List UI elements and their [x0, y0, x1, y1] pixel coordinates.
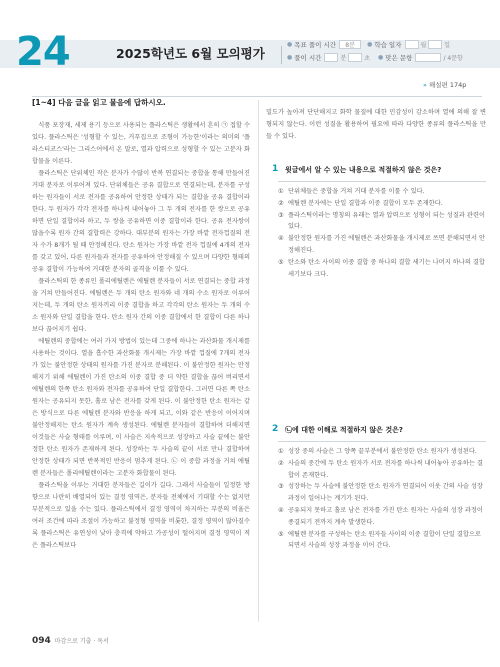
column-divider [258, 100, 259, 622]
target-time-box: 8분 [339, 40, 361, 49]
correct-count-box[interactable] [415, 53, 441, 62]
chevron-right-icon: » [423, 81, 427, 89]
question-prompt: 윗글에서 알 수 있는 내용으로 적절하지 않은 것은? [285, 166, 442, 174]
choice-item[interactable]: ③ 성장하는 두 사슬에 불안정한 탄소 원자가 연결되어 이웃 간의 사슬 성장 과정이 일어나는 계기가 된다. [278, 483, 483, 503]
question-prompt: ㉡에 대한 이해로 적절하지 않은 것은? [285, 426, 403, 434]
circle-bullet-icon: ● [367, 41, 373, 48]
question-1 [272, 165, 487, 280]
question-number: 2 [272, 424, 279, 434]
choice-list [278, 446, 487, 552]
choice-list [278, 186, 487, 280]
actual-time: ● 풀이 시간 분 초 [287, 54, 371, 62]
question-number: 1 [272, 164, 279, 174]
correct-count: ● 맞은 문항 / 4문항 [378, 54, 463, 62]
choice-item[interactable]: ③ 플라스틱이라는 명칭의 유래는 열과 압력으로 성형이 되는 성질과 관련이 있다. [278, 211, 486, 231]
target-time: ● 목표 풀이 시간 8분 [287, 40, 361, 49]
question-rule [278, 181, 486, 182]
passage-paragraph: 식품 포장재, 세제 용기 등으로 사용되는 플라스틱은 생활에서 흔히 ㉠ 접할 수 있다. 플라스틱은 '성형할 수 있는, 거푸집으로 조형이 가능한'이라는 의미의 '플라스티코스'라는 그리스어에서 온 말로, 열과 압력으로 성형할 수 있는 고분자 화합물을 이른다. [32, 122, 250, 165]
question-rule [278, 441, 486, 442]
circle-bullet-icon: ● [287, 54, 293, 61]
passage [32, 120, 250, 552]
passage-paragraph: 플라스틱은 단위체인 작은 분자가 수많이 반복 연결되는 중합을 통해 만들어진 거대 분자로 이루어져 있다. 단위체들은 공유 결합으로 연결되는데, 분자를 구성하는 원자들이 서로 전자를 공유하여 안정한 상태가 되는 결합을 공유 결합이라 한다. 두 원자가 각각 전자를 하나씩 내어놓아 그 두 개의 전자를 한 쌍으로 공유하면 단일 결합이라 하고, 두 쌍을 공유하면 이중 결합이라 한다. 공유 전자쌍이 많을수록 원자 간의 결합력은 강하다. 대부분의 원자는 가장 바깥 전자껍질의 전자 수가 8개가 될 때 안정해진다. 탄소 원자는 가장 바깥 전자 껍질에 4개의 전자를 갖고 있어, 다른 원자들과 전자를 공유하여 안정해질 수 있으며 다양한 형태의 공유 결합이 가능하여 거대한 분자의 골격을 이룰 수 있다. [32, 170, 250, 273]
choice-item[interactable]: ② 사슬의 중간에 두 탄소 원자가 서로 전자를 하나씩 내어놓아 공유하는 결합이 존재한다. [278, 459, 483, 479]
choice-item[interactable]: ⑤ 탄소와 탄소 사이의 이중 결합 중 하나의 결합 세기는 나머지 하나의 결합 세기보다 크다. [278, 258, 485, 278]
choice-item[interactable]: ④ 불안정한 원자를 가진 에틸렌은 과산화물을 개시제로 쓰면 분해되면서 안정해진다. [278, 235, 486, 254]
circle-bullet-icon: ● [378, 54, 384, 61]
passage-paragraph: 플라스틱을 이루는 거대한 분자들은 길이가 길다. 그래서 사슬들이 일정한 방향으로 나란히 배열되어 있는 결정 영역은, 분자들 전체에서 기대할 수는 없지만 부분적으로 있을 수는 있다. 플라스틱에서 결정 영역이 차지하는 부분의 비율은 여러 조건에 따라 조절이 가능하고 불정형 영역을 비롯한, 결정 영역이 많아질수록 플라스틱은 유연성이 낮아 충격에 약하고 가공성이 떨어지며 결정 영역이 적은 플라스틱보다 [32, 482, 250, 549]
minute-box[interactable] [324, 53, 338, 62]
day-box[interactable] [428, 40, 442, 49]
question-2 [272, 425, 487, 552]
title-separator [281, 46, 282, 64]
book-name: 마감으로 기출 · 독서 [54, 638, 109, 645]
passage-continued: 밀도가 높아져 단단해지고 화학 물질에 대한 민감성이 감소하며 열에 의해 잘 변형되지 않는다. 이런 성질을 활용하여 필요에 따라 다양한 종류의 플라스틱을 만들 수 있다. [266, 109, 486, 140]
passage-paragraph: 플라스틱의 한 종류인 폴리에틸렌은 에틸렌 분자들이 서로 연결되는 중합 과정을 거쳐 만들어진다. 에틸렌은 두 개의 탄소 원자와 네 개의 수소 원자로 이루어지는데, 두 개의 탄소 원자끼리 이중 결합을 하고 각각의 탄소 원자는 두 개의 수소 원자와 단일 결합을 한다. 탄소 원자 간의 이중 결합에서 한 결합이 다른 하나보다 끊어지기 쉽다. [32, 278, 250, 333]
instruction: [1~4] 다음 글을 읽고 물음에 답하시오. [32, 98, 166, 107]
choice-item[interactable]: ① 단위체들은 중합을 거쳐 거대 분자를 이룰 수 있다. [278, 188, 425, 195]
exam-title: 2025학년도 6월 모의평가 [116, 46, 265, 61]
choice-item[interactable]: ④ 공유되지 못하고 홀로 남은 전자를 가진 탄소 원자는 사슬의 성장 과정이 종결되기 전까지 계속 발생한다. [278, 506, 483, 526]
page-header [0, 0, 500, 100]
page-number: 094 [32, 636, 51, 646]
choice-item[interactable]: ① 성장 중의 사슬은 그 양쪽 끝부분에서 불안정한 탄소 원자가 생성된다. [278, 448, 477, 455]
passage-paragraph: 에틸렌의 중합에는 여러 가지 방법이 있는데 그중에 하나는 과산화물 개시제를 사용하는 것이다. 열을 흡수한 과산화물 개시제는 가장 바깥 껍질에 7개의 전자가 있는 불안정한 상태의 원자를 가진 분자로 분해된다. 이 불안정한 원자는 안정해지기 위해 에틸렌이 가진 탄소의 이중 결합 중 더 약한 결합을 끊어 버리면서 에틸렌의 한쪽 탄소 원자와 전자를 공유하여 단일 결합한다. 그러면 다른 쪽 탄소 원자는 공유되지 못한, 홀로 남은 전자를 갖게 된다. 이 불안정한 탄소 원자는 같은 방식으로 다른 에틸렌 분자와 반응을 하게 되고, 이와 같은 반응이 이어지며 불안정해지는 탄소 원자가 계속 생성된다. 에틸렌 분자들이 결합하여 더해지면 이것들은 사슬 형태를 이루며, 이 사슬은 지속적으로 성장하고 사슬 끝에는 불안정한 탄소 원자가 존재하게 된다. 성장하는 두 사슬의 끝이 서로 만나 결합하여 안정한 상태가 되면 반복적인 반응이 멈추게 된다. ㉡ 이 중합 과정을 거쳐 에틸렌 분자들은 폴리에틸렌이라는 고분자 화합물이 된다. [32, 338, 250, 477]
month-box[interactable] [405, 40, 419, 49]
study-meta [287, 38, 497, 64]
second-box[interactable] [348, 53, 362, 62]
page-footer [32, 636, 109, 646]
study-date: ● 학습 일자 월 일 [367, 41, 451, 49]
set-number: 24 [16, 29, 70, 75]
choice-item[interactable]: ⑤ 에틸렌 분자를 구성하는 탄소 원자들 사이의 이중 결합이 단일 결합으로 되면서 사슬의 성장 과정을 이어 간다. [278, 530, 481, 550]
choice-item[interactable]: ② 에틸렌 분자에는 단일 결합과 이중 결합이 모두 존재한다. [278, 199, 443, 207]
header-divider [32, 96, 482, 97]
circle-bullet-icon: ● [287, 41, 293, 48]
answer-reference: » 해설편 174p [423, 81, 467, 89]
